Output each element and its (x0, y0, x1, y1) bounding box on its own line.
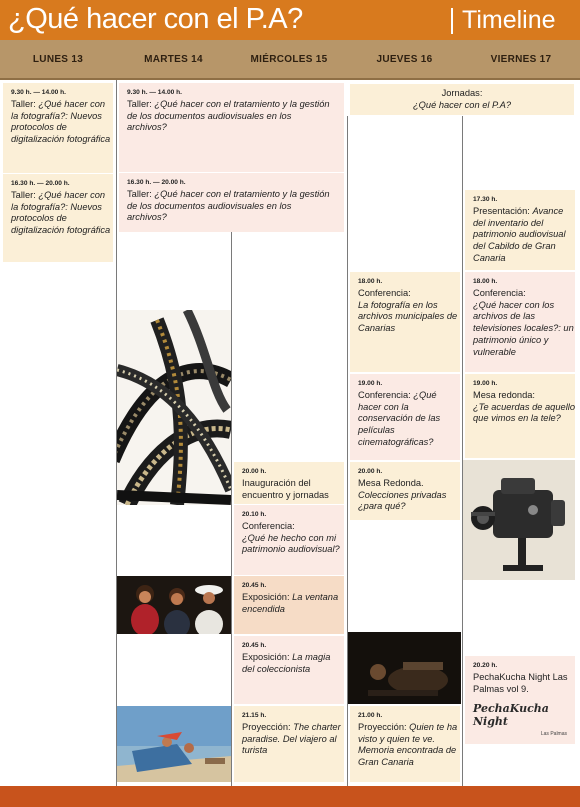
event-label: Proyección: (358, 722, 410, 732)
day-monday: LUNES 13 (32, 54, 84, 65)
day-thursday: JUEVES 16 (376, 54, 433, 65)
event-label: Jornadas: (441, 88, 483, 98)
event-label: Exposición: (242, 652, 293, 662)
event-wednesday-2045-b (234, 636, 344, 704)
film-reel-image (117, 310, 231, 505)
event-title: ¿Qué hacer con el tratamiento y la gestión de los documentos audiovisuales en los archivos? (127, 99, 330, 133)
event-title: ¿Qué hacer con la conservación de las películas cinematográficas? (358, 390, 441, 447)
event-label: Taller: (11, 190, 39, 200)
event-label: Presentación: (473, 206, 533, 216)
event-label: Inauguración del encuentro y jornadas (242, 478, 329, 500)
event-label: Conferencia: (358, 390, 414, 400)
event-wednesday-2000 (234, 462, 344, 504)
beach-image (117, 706, 231, 782)
event-time: 20.45 h. (242, 582, 267, 589)
event-title: Avance del inventario del patrimonio audiovisual del Cabildo de Gran Canaria (473, 206, 566, 263)
event-time: 20.20 h. (473, 662, 498, 669)
event-friday-1800 (465, 272, 575, 372)
event-friday-2020 (465, 656, 575, 744)
event-title: ¿Qué he hecho con mi patrimonio audiovisual? (242, 532, 340, 555)
event-title: ¿Te acuerdas de aquello que vimos en la tele? (473, 401, 575, 424)
day-wednesday: MIÉRCOLES 15 (250, 54, 328, 65)
column-divider (231, 232, 232, 786)
event-title: ¿Qué hacer con el P.A? (412, 99, 512, 110)
event-tuesday-morning (119, 83, 344, 172)
event-time: 9.30 h. — 14.00 h. (11, 89, 66, 96)
event-time: 21.00 h. (358, 712, 383, 719)
event-thursday-2000 (350, 462, 460, 520)
event-time: 18.00 h. (473, 278, 498, 285)
event-thursday-1900 (350, 374, 460, 460)
event-time: 18.00 h. (358, 278, 383, 285)
column-divider (462, 116, 463, 786)
event-title: La ventana encendida (242, 592, 339, 614)
event-title: ¿Qué hacer con el tratamiento y la gestión de los documentos audiovisuales en los archivos? (127, 189, 330, 223)
event-label: Conferencia: (358, 288, 411, 298)
event-time: 19.00 h. (473, 380, 498, 387)
event-label: Conferencia: (473, 288, 526, 298)
event-friday-1900 (465, 374, 575, 458)
footer-bar (0, 786, 580, 807)
event-wednesday-2115 (234, 706, 344, 782)
pechakucha-logo (473, 702, 575, 737)
movie-camera-photo (463, 460, 575, 580)
event-time: 20.00 h. (358, 468, 383, 475)
day-tuesday: MARTES 14 (144, 54, 203, 65)
beach-photo (117, 706, 231, 782)
event-time: 16.30 h. — 20.00 h. (11, 180, 70, 187)
pechakucha-logo-text: PechaKucha Night (473, 702, 549, 729)
event-time: 9.30 h. — 14.00 h. (127, 89, 182, 96)
event-time: 20.00 h. (242, 468, 267, 475)
event-friday-1730 (465, 190, 575, 270)
event-label: Proyección: (242, 722, 294, 732)
event-label: Exposición: (242, 592, 293, 602)
event-label: Taller: (127, 189, 155, 199)
event-title: Quien te ha visto y quien te ve. Memoria encontrada de Gran Canaria (358, 722, 458, 768)
event-time: 19.00 h. (358, 380, 383, 387)
event-title: The charter paradise. Del viajero al turista (242, 722, 341, 756)
header-bar (0, 0, 580, 40)
movie-camera-image (463, 460, 575, 580)
event-title: ¿Qué hacer con la fotografía?: Nuevos protocolos de digitalización fotográfica (11, 190, 111, 236)
film-reel-photo (117, 310, 231, 505)
event-tuesday-afternoon (119, 173, 344, 232)
page-title: ¿Qué hacer con el P.A? (8, 3, 303, 35)
event-thursday-2100 (350, 706, 460, 782)
event-label: Mesa redonda: (473, 390, 536, 400)
event-time: 16.30 h. — 20.00 h. (127, 179, 186, 186)
event-label: Taller: (11, 99, 39, 109)
pechakucha-logo-caption: Las Palmas (540, 730, 567, 737)
people-image (117, 576, 231, 634)
event-label: PechaKucha Night Las Palmas vol 9. (473, 672, 568, 694)
day-friday: VIERNES 17 (490, 54, 552, 65)
event-label: Mesa Redonda. (358, 478, 424, 488)
dark-scene-image (348, 632, 461, 704)
event-title: ¿Qué hacer con la fotografía?: Nuevos protocolos de digitalización fotográfica (11, 99, 111, 145)
event-monday-afternoon (3, 174, 113, 262)
people-photo (117, 576, 231, 634)
event-thursday-1800 (350, 272, 460, 372)
event-title: ¿Qué hacer con los archivos de las televisiones locales?: un patrimonio único y vulnerable (473, 299, 574, 357)
event-title: La fotografía en los archivos municipales de Canarias (358, 299, 458, 334)
event-time: 17.30 h. (473, 196, 498, 203)
header-divider (451, 8, 453, 34)
event-jornadas-banner (350, 84, 574, 115)
day-header-row (0, 40, 580, 80)
event-time: 21.15 h. (242, 712, 267, 719)
event-monday-morning (3, 83, 113, 173)
event-label: Conferencia: (242, 521, 295, 531)
event-title: Colecciones privadas ¿para qué? (358, 489, 447, 512)
event-title: La magia del coleccionista (242, 652, 331, 674)
event-wednesday-2045-a (234, 576, 344, 634)
event-wednesday-2010 (234, 505, 344, 575)
page-subtitle: Timeline (462, 6, 556, 34)
dark-scene-photo (348, 632, 461, 704)
event-label: Taller: (127, 99, 155, 109)
event-time: 20.45 h. (242, 642, 267, 649)
event-time: 20.10 h. (242, 511, 267, 518)
